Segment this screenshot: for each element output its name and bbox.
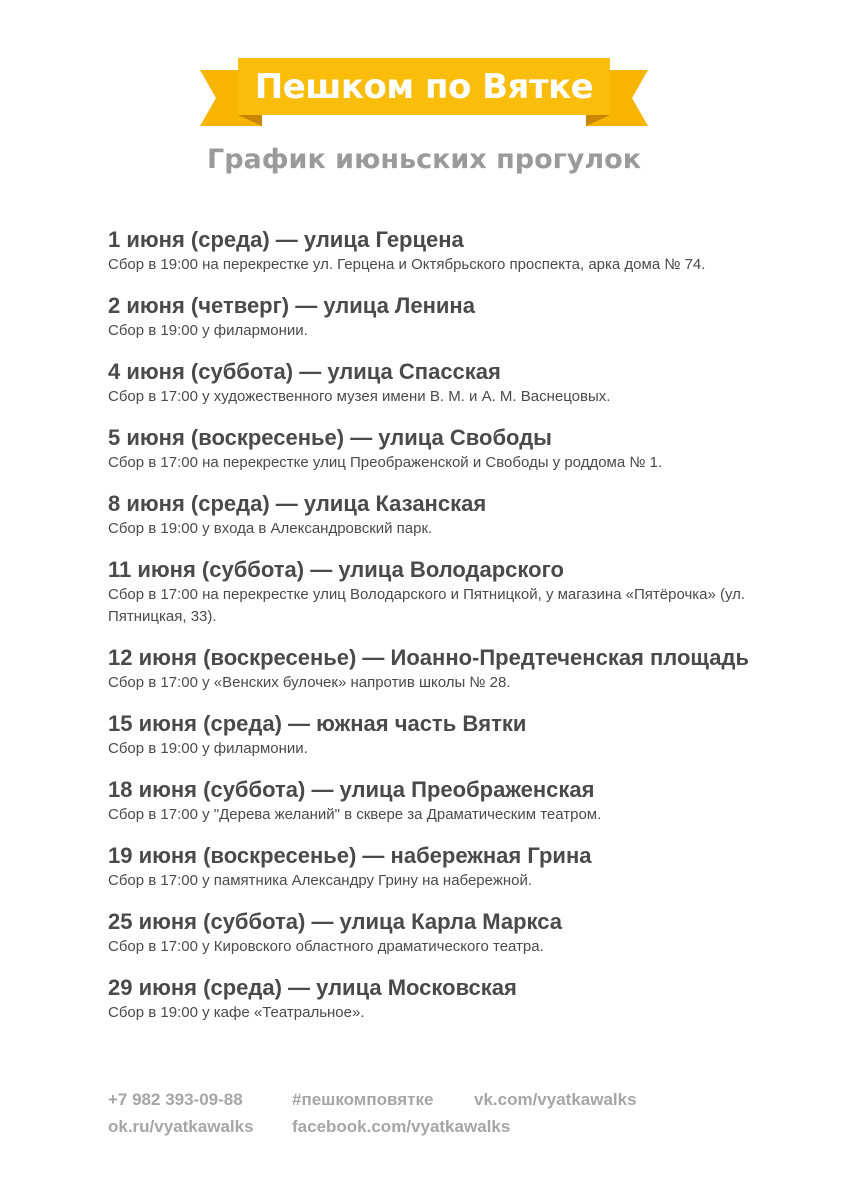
walk-title: 18 июня (суббота) — улица Преображенская	[108, 777, 595, 802]
walk-meeting-point: Сбор в 17:00 на перекрестке улиц Володарского и Пятницкой, у магазина «Пятёрочка» (ул. Пятницкая, 33).	[108, 586, 746, 625]
walk-meeting-point: Сбор в 17:00 на перекрестке улиц Преображенской и Свободы у роддома № 1.	[108, 454, 663, 471]
footer-row	[108, 1090, 728, 1117]
walk-title: 19 июня (воскресенье) — набережная Грина	[108, 843, 592, 868]
contacts-footer	[108, 1090, 728, 1144]
ok-link[interactable]: ok.ru/vyatkawalks	[108, 1117, 254, 1136]
page-title: Пешком по Вятке	[254, 66, 594, 107]
walk-title: 2 июня (четверг) — улица Ленина	[108, 293, 475, 318]
walk-meeting-point: Сбор в 19:00 у кафе «Театральное».	[108, 1004, 365, 1021]
page-subtitle: График июньских прогулок	[206, 144, 642, 175]
walk-title: 15 июня (среда) — южная часть Вятки	[108, 711, 527, 736]
walk-meeting-point: Сбор в 17:00 у Кировского областного драматического театра.	[108, 938, 544, 955]
list-item	[108, 491, 808, 540]
phone-number[interactable]: +7 982 393-09-88	[108, 1090, 243, 1109]
walk-title: 8 июня (среда) — улица Казанская	[108, 491, 487, 516]
walk-title: 1 июня (среда) — улица Герцена	[108, 227, 464, 252]
hashtag: #пешкомповятке	[292, 1090, 434, 1109]
list-item	[108, 227, 808, 276]
list-item	[108, 975, 808, 1024]
walk-title: 29 июня (среда) — улица Московская	[108, 975, 517, 1000]
facebook-link[interactable]: facebook.com/vyatkawalks	[292, 1117, 511, 1136]
walk-meeting-point: Сбор в 17:00 у «Венских булочек» напротив школы № 28.	[108, 674, 511, 691]
list-item	[108, 711, 808, 760]
walk-meeting-point: Сбор в 17:00 у художественного музея имени В. М. и А. М. Васнецовых.	[108, 388, 611, 405]
list-item	[108, 293, 808, 342]
walk-meeting-point: Сбор в 17:00 у "Дерева желаний" в сквере за Драматическим театром.	[108, 806, 602, 823]
list-item	[108, 359, 808, 408]
walk-title: 25 июня (суббота) — улица Карла Маркса	[108, 909, 563, 934]
list-item	[108, 645, 808, 694]
walk-meeting-point: Сбор в 19:00 у филармонии.	[108, 322, 308, 339]
walk-title: 5 июня (воскресенье) — улица Свободы	[108, 425, 552, 450]
walk-title: 11 июня (суббота) — улица Володарского	[108, 557, 564, 582]
walk-schedule	[108, 227, 808, 1041]
list-item	[108, 843, 808, 892]
walk-meeting-point: Сбор в 19:00 у входа в Александровский парк.	[108, 520, 433, 537]
walk-meeting-point: Сбор в 19:00 на перекрестке ул. Герцена и Октябрьского проспекта, арка дома № 74.	[108, 256, 706, 273]
list-item	[108, 777, 808, 826]
walk-title: 4 июня (суббота) — улица Спасская	[108, 359, 501, 384]
vk-link[interactable]: vk.com/vyatkawalks	[474, 1090, 637, 1109]
title-ribbon	[200, 58, 648, 128]
list-item	[108, 557, 808, 628]
footer-row	[108, 1117, 728, 1144]
walk-meeting-point: Сбор в 17:00 у памятника Александру Грину на набережной.	[108, 872, 533, 889]
walk-meeting-point: Сбор в 19:00 у филармонии.	[108, 740, 308, 757]
list-item	[108, 909, 808, 958]
list-item	[108, 425, 808, 474]
walk-title: 12 июня (воскресенье) — Иоанно-Предтеченская площадь	[108, 645, 749, 670]
